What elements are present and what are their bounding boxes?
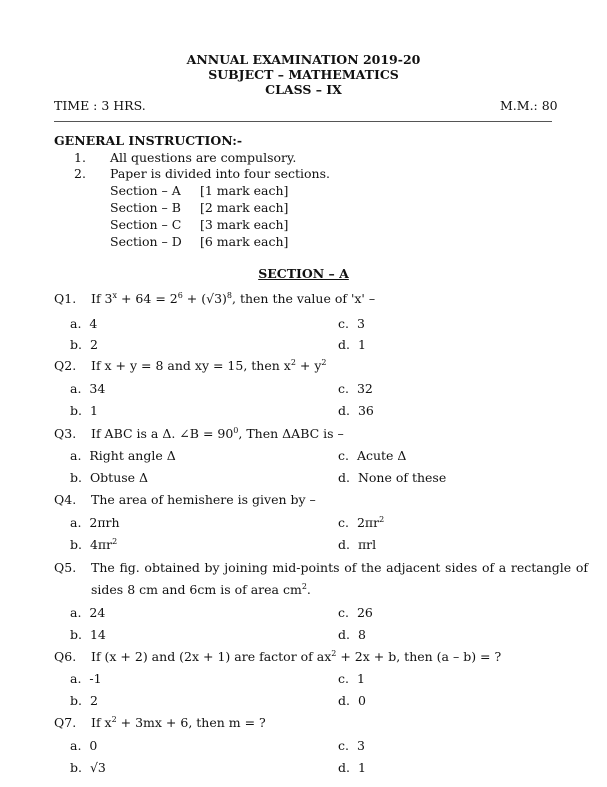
option: a. -1	[70, 671, 102, 686]
option: b. 2	[70, 337, 98, 352]
option: c. $2\pi r^2$	[338, 515, 385, 530]
instructions-title: GENERAL INSTRUCTION:-	[54, 133, 243, 148]
question-number: Q5.	[54, 560, 77, 575]
section-marks: [6 mark each]	[200, 234, 289, 249]
question-number: Q1.	[54, 291, 77, 306]
option: a. 2πrh	[70, 515, 120, 530]
exam-time: TIME : 3 HRS.	[54, 98, 146, 113]
option: a. Right angle Δ	[70, 448, 176, 463]
question-text: If x + y = 8 and xy = 15, then $x^2 + y^2$	[91, 358, 327, 373]
section-name: Section – B	[110, 200, 181, 215]
question-number: Q6.	[54, 649, 77, 664]
question-number: Q4.	[54, 492, 77, 507]
option: b. 14	[70, 627, 106, 642]
option: c. 3	[338, 738, 365, 753]
section-name: Section – D	[110, 234, 182, 249]
instruction-text: Paper is divided into four sections.	[110, 166, 330, 181]
option: c. 26	[338, 605, 373, 620]
question-number: Q7.	[54, 715, 77, 730]
option: b. Obtuse Δ	[70, 470, 149, 485]
question-text-continued: sides 8 cm and 6cm is of area $cm^2$.	[91, 582, 311, 597]
section-marks: [3 mark each]	[200, 217, 289, 232]
option: b. √3	[70, 760, 106, 775]
option: d. 1	[338, 337, 366, 352]
option: d. None of these	[338, 470, 447, 485]
max-marks: M.M.: 80	[500, 98, 558, 113]
instruction-num: 2.	[74, 166, 86, 181]
question-text: If $x^2 + 3mx + 6$, then m = ?	[91, 715, 266, 730]
option: a. 0	[70, 738, 98, 753]
option: c. 1	[338, 671, 365, 686]
instruction-text: All questions are compulsory.	[110, 150, 297, 165]
exam-title: ANNUAL EXAMINATION 2019-20	[186, 52, 421, 67]
subject-title: SUBJECT – MATHEMATICS	[208, 67, 399, 82]
option: b. $4\pi r^2$	[70, 537, 118, 552]
class-title: CLASS – IX	[265, 82, 342, 97]
option: c. Acute Δ	[338, 448, 407, 463]
instruction-num: 1.	[74, 150, 86, 165]
option: d. 8	[338, 627, 366, 642]
option: d. 0	[338, 693, 366, 708]
option: d. 1	[338, 760, 366, 775]
option: d. πrl	[338, 537, 377, 552]
option: c. 32	[338, 381, 373, 396]
question-number: Q3.	[54, 426, 77, 441]
section-heading: SECTION – A	[258, 266, 349, 281]
section-name: Section – A	[110, 183, 181, 198]
option: b. 2	[70, 693, 98, 708]
option: a. 34	[70, 381, 106, 396]
question-text: The fig. obtained by joining mid-points of the adjacent sides of a rectangle of	[91, 560, 588, 575]
section-marks: [2 mark each]	[200, 200, 289, 215]
header-divider	[54, 121, 552, 122]
option: c. 3	[338, 316, 365, 331]
option: a. 4	[70, 316, 98, 331]
question-text: If $3^x + 64 = 2^6 + (√3)^8$, then the value of 'x' –	[91, 291, 376, 306]
section-name: Section – C	[110, 217, 182, 232]
option: a. 24	[70, 605, 106, 620]
question-number: Q2.	[54, 358, 77, 373]
question-text: The area of hemishere is given by –	[91, 492, 316, 507]
question-text: If (x + 2) and (2x + 1) are factor of $ax^2 + 2x + b$, then (a – b) = ?	[91, 649, 502, 664]
option: b. 1	[70, 403, 98, 418]
question-text: If ABC is a Δ. ∠B = $90^0$, Then ΔABC is –	[91, 426, 344, 441]
option: d. 36	[338, 403, 374, 418]
section-marks: [1 mark each]	[200, 183, 289, 198]
